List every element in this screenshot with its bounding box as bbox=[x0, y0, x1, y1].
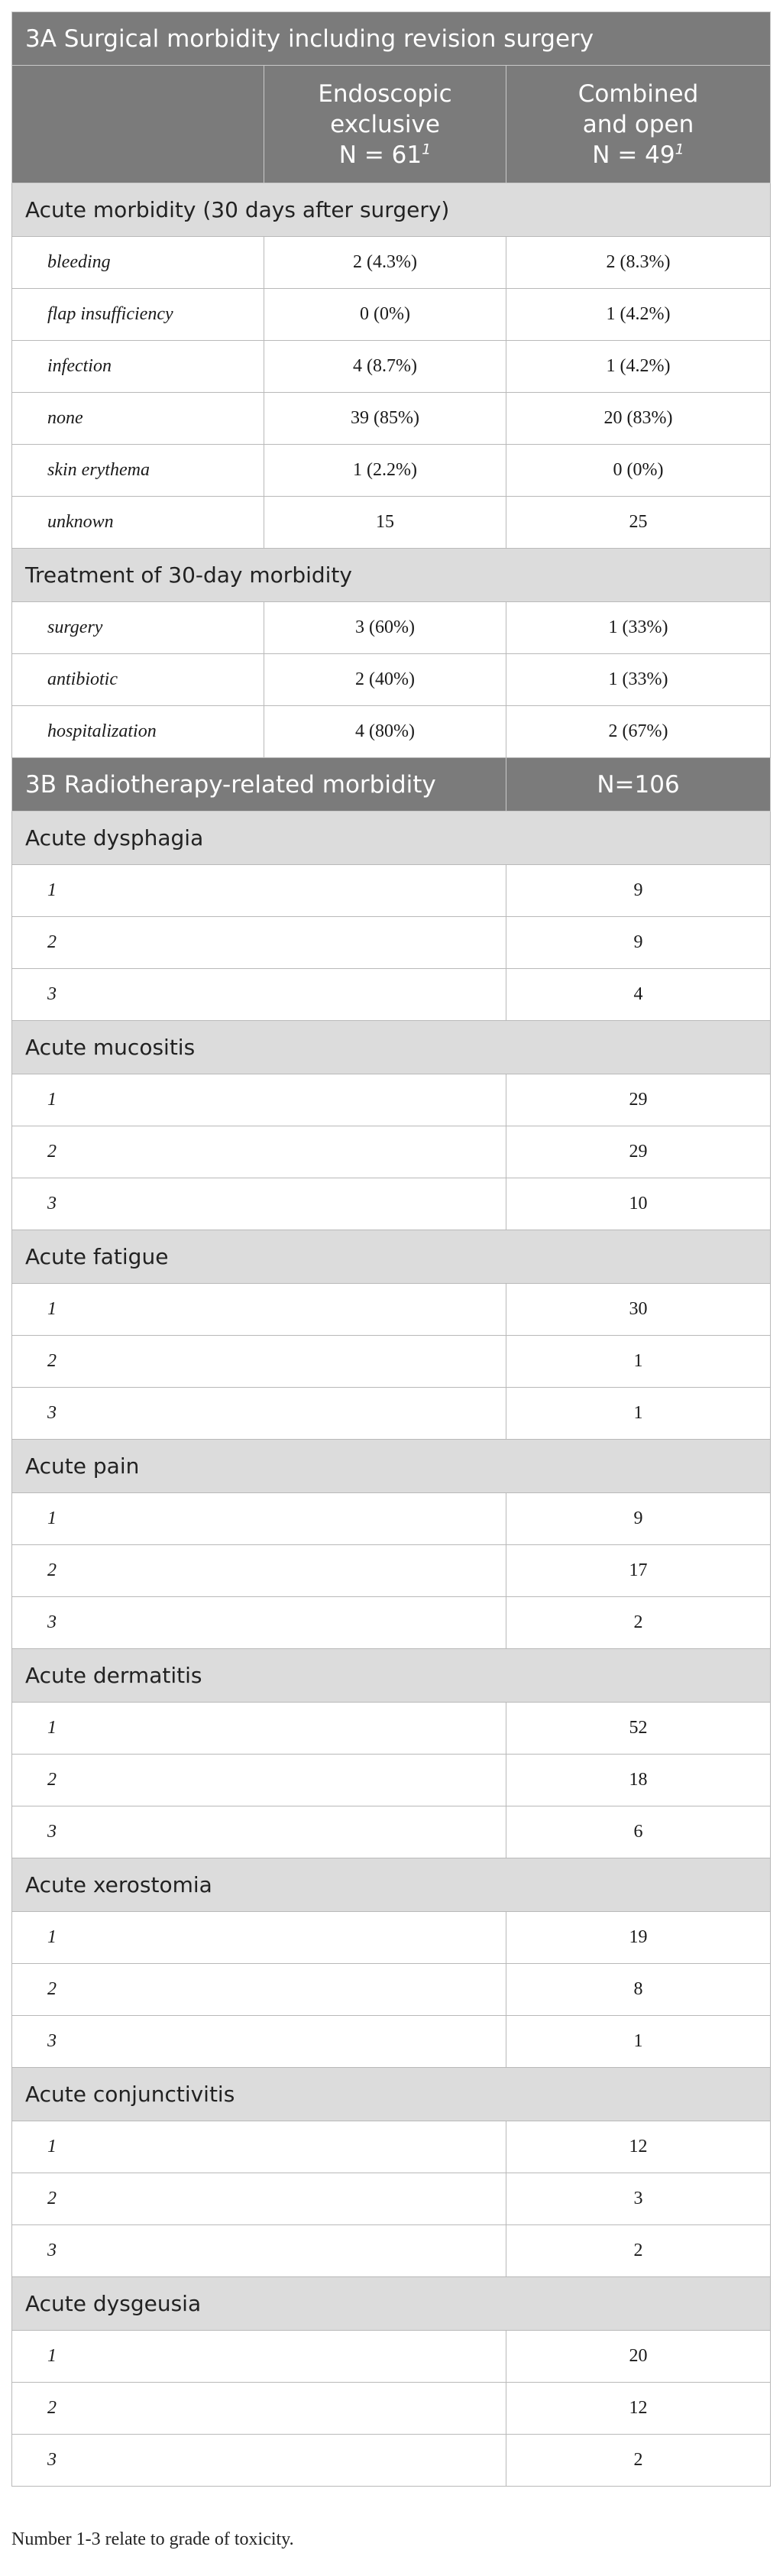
header-combined-open bbox=[506, 66, 771, 183]
endoscopic-value: 4 (8.7%) bbox=[264, 341, 506, 393]
grade-count: 2 bbox=[506, 2225, 771, 2277]
category-label: Acute mucositis bbox=[12, 1021, 771, 1074]
grade-count: 20 bbox=[506, 2331, 771, 2383]
grade-label: 1 bbox=[12, 1912, 506, 1964]
header-comb-line1: Combined bbox=[578, 79, 699, 108]
header-endoscopic-exclusive bbox=[264, 66, 506, 183]
grade-count: 6 bbox=[506, 1806, 771, 1858]
row-label: infection bbox=[12, 341, 264, 393]
grade-count: 29 bbox=[506, 1074, 771, 1126]
grade-label: 2 bbox=[12, 1126, 506, 1178]
table-row bbox=[12, 2121, 771, 2173]
table-row bbox=[12, 602, 771, 654]
combined-value: 1 (4.2%) bbox=[506, 341, 771, 393]
table-row bbox=[12, 1597, 771, 1649]
table-row bbox=[12, 1912, 771, 1964]
endoscopic-value: 1 (2.2%) bbox=[264, 445, 506, 497]
table-row bbox=[12, 969, 771, 1021]
grade-count: 4 bbox=[506, 969, 771, 1021]
grade-count: 1 bbox=[506, 2016, 771, 2068]
grade-label: 1 bbox=[12, 1703, 506, 1755]
grade-count: 1 bbox=[506, 1336, 771, 1388]
grade-count: 3 bbox=[506, 2173, 771, 2225]
category-row-radiotherapy bbox=[12, 1021, 771, 1074]
table-row bbox=[12, 1806, 771, 1858]
table-row bbox=[12, 917, 771, 969]
category-label: Treatment of 30-day morbidity bbox=[12, 549, 771, 602]
grade-count: 52 bbox=[506, 1703, 771, 1755]
header-comb-line2: and open bbox=[582, 110, 694, 138]
grade-label: 3 bbox=[12, 1806, 506, 1858]
row-label: unknown bbox=[12, 497, 264, 549]
grade-label: 1 bbox=[12, 2121, 506, 2173]
category-row-radiotherapy bbox=[12, 1649, 771, 1703]
row-label: flap insufficiency bbox=[12, 289, 264, 341]
radiotherapy-morbidity-body bbox=[12, 812, 771, 2487]
grade-label: 1 bbox=[12, 1493, 506, 1545]
grade-label: 3 bbox=[12, 1178, 506, 1230]
category-row-treatment-30-day bbox=[12, 549, 771, 602]
grade-count: 29 bbox=[506, 1126, 771, 1178]
endoscopic-value: 0 (0%) bbox=[264, 289, 506, 341]
morbidity-table bbox=[11, 11, 771, 2487]
grade-count: 17 bbox=[506, 1545, 771, 1597]
table-row bbox=[12, 1493, 771, 1545]
grade-label: 1 bbox=[12, 1284, 506, 1336]
grade-label: 3 bbox=[12, 2016, 506, 2068]
category-row-radiotherapy bbox=[12, 1230, 771, 1284]
grade-label: 3 bbox=[12, 1597, 506, 1649]
row-label: surgery bbox=[12, 602, 264, 654]
grade-label: 2 bbox=[12, 1336, 506, 1388]
grade-count: 8 bbox=[506, 1964, 771, 2016]
grade-label: 2 bbox=[12, 2173, 506, 2225]
grade-label: 3 bbox=[12, 2225, 506, 2277]
row-label: hospitalization bbox=[12, 706, 264, 758]
grade-count: 12 bbox=[506, 2383, 771, 2435]
table-title-3a: 3A Surgical morbidity including revision surgery bbox=[12, 12, 771, 66]
combined-value: 1 (33%) bbox=[506, 602, 771, 654]
combined-value: 2 (67%) bbox=[506, 706, 771, 758]
grade-count: 19 bbox=[506, 1912, 771, 1964]
grade-label: 3 bbox=[12, 2435, 506, 2487]
table-row bbox=[12, 1703, 771, 1755]
endoscopic-value: 15 bbox=[264, 497, 506, 549]
endoscopic-value: 2 (40%) bbox=[264, 654, 506, 706]
table-row bbox=[12, 289, 771, 341]
table-footnote: Number 1-3 relate to grade of toxicity. bbox=[11, 2529, 294, 2549]
category-row-radiotherapy bbox=[12, 812, 771, 865]
grade-count: 2 bbox=[506, 1597, 771, 1649]
endoscopic-value: 39 (85%) bbox=[264, 393, 506, 445]
header-endo-line1: Endoscopic bbox=[318, 79, 452, 108]
grade-label: 1 bbox=[12, 2331, 506, 2383]
table-row bbox=[12, 1545, 771, 1597]
table-row bbox=[12, 497, 771, 549]
category-row-radiotherapy bbox=[12, 2068, 771, 2121]
grade-count: 1 bbox=[506, 1388, 771, 1440]
endoscopic-value: 3 (60%) bbox=[264, 602, 506, 654]
row-label: none bbox=[12, 393, 264, 445]
header-empty-cell bbox=[12, 66, 264, 183]
table-row bbox=[12, 1964, 771, 2016]
header-endo-line2: exclusive bbox=[330, 110, 440, 138]
table-row bbox=[12, 2383, 771, 2435]
morbidity-table-container bbox=[11, 11, 770, 2487]
header-endo-n: N = 61 bbox=[338, 141, 422, 169]
section-3b-header-row bbox=[12, 758, 771, 812]
endoscopic-value: 4 (80%) bbox=[264, 706, 506, 758]
row-label: bleeding bbox=[12, 237, 264, 289]
column-header-row bbox=[12, 66, 771, 183]
grade-count: 10 bbox=[506, 1178, 771, 1230]
table-row bbox=[12, 341, 771, 393]
category-label: Acute morbidity (30 days after surgery) bbox=[12, 183, 771, 237]
grade-label: 2 bbox=[12, 917, 506, 969]
table-row bbox=[12, 1388, 771, 1440]
table-row bbox=[12, 706, 771, 758]
combined-value: 25 bbox=[506, 497, 771, 549]
table-row bbox=[12, 654, 771, 706]
grade-label: 1 bbox=[12, 865, 506, 917]
table-row bbox=[12, 2225, 771, 2277]
grade-label: 2 bbox=[12, 1964, 506, 2016]
header-comb-footnote-mark: 1 bbox=[675, 141, 684, 158]
category-label: Acute dermatitis bbox=[12, 1649, 771, 1703]
grade-count: 2 bbox=[506, 2435, 771, 2487]
table-row bbox=[12, 1336, 771, 1388]
grade-count: 9 bbox=[506, 1493, 771, 1545]
category-label: Acute conjunctivitis bbox=[12, 2068, 771, 2121]
table-row bbox=[12, 2331, 771, 2383]
grade-count: 12 bbox=[506, 2121, 771, 2173]
combined-value: 20 (83%) bbox=[506, 393, 771, 445]
category-label: Acute xerostomia bbox=[12, 1858, 771, 1912]
combined-value: 1 (33%) bbox=[506, 654, 771, 706]
category-label: Acute dysgeusia bbox=[12, 2277, 771, 2331]
table-row bbox=[12, 2016, 771, 2068]
table-row bbox=[12, 393, 771, 445]
table-title-row bbox=[12, 12, 771, 66]
category-row-radiotherapy bbox=[12, 1440, 771, 1493]
table-row bbox=[12, 445, 771, 497]
category-row-radiotherapy bbox=[12, 2277, 771, 2331]
table-row bbox=[12, 237, 771, 289]
grade-label: 2 bbox=[12, 1545, 506, 1597]
grade-label: 2 bbox=[12, 1755, 506, 1806]
endoscopic-value: 2 (4.3%) bbox=[264, 237, 506, 289]
category-label: Acute dysphagia bbox=[12, 812, 771, 865]
combined-value: 1 (4.2%) bbox=[506, 289, 771, 341]
table-row bbox=[12, 865, 771, 917]
category-label: Acute pain bbox=[12, 1440, 771, 1493]
combined-value: 2 (8.3%) bbox=[506, 237, 771, 289]
row-label: antibiotic bbox=[12, 654, 264, 706]
grade-count: 9 bbox=[506, 865, 771, 917]
combined-value: 0 (0%) bbox=[506, 445, 771, 497]
table-row bbox=[12, 1074, 771, 1126]
table-row bbox=[12, 1755, 771, 1806]
grade-label: 1 bbox=[12, 1074, 506, 1126]
table-row bbox=[12, 2435, 771, 2487]
row-label: skin erythema bbox=[12, 445, 264, 497]
table-row bbox=[12, 1126, 771, 1178]
category-row-acute-morbidity bbox=[12, 183, 771, 237]
grade-label: 3 bbox=[12, 1388, 506, 1440]
table-row bbox=[12, 2173, 771, 2225]
grade-label: 2 bbox=[12, 2383, 506, 2435]
table-row bbox=[12, 1284, 771, 1336]
header-comb-n: N = 49 bbox=[592, 141, 675, 169]
grade-count: 30 bbox=[506, 1284, 771, 1336]
category-label: Acute fatigue bbox=[12, 1230, 771, 1284]
grade-count: 9 bbox=[506, 917, 771, 969]
table-row bbox=[12, 1178, 771, 1230]
grade-label: 3 bbox=[12, 969, 506, 1021]
surgical-morbidity-body bbox=[12, 183, 771, 758]
header-endo-footnote-mark: 1 bbox=[422, 141, 432, 158]
section-3b-n: N=106 bbox=[506, 758, 771, 812]
category-row-radiotherapy bbox=[12, 1858, 771, 1912]
grade-count: 18 bbox=[506, 1755, 771, 1806]
section-3b-title: 3B Radiotherapy-related morbidity bbox=[12, 758, 506, 812]
